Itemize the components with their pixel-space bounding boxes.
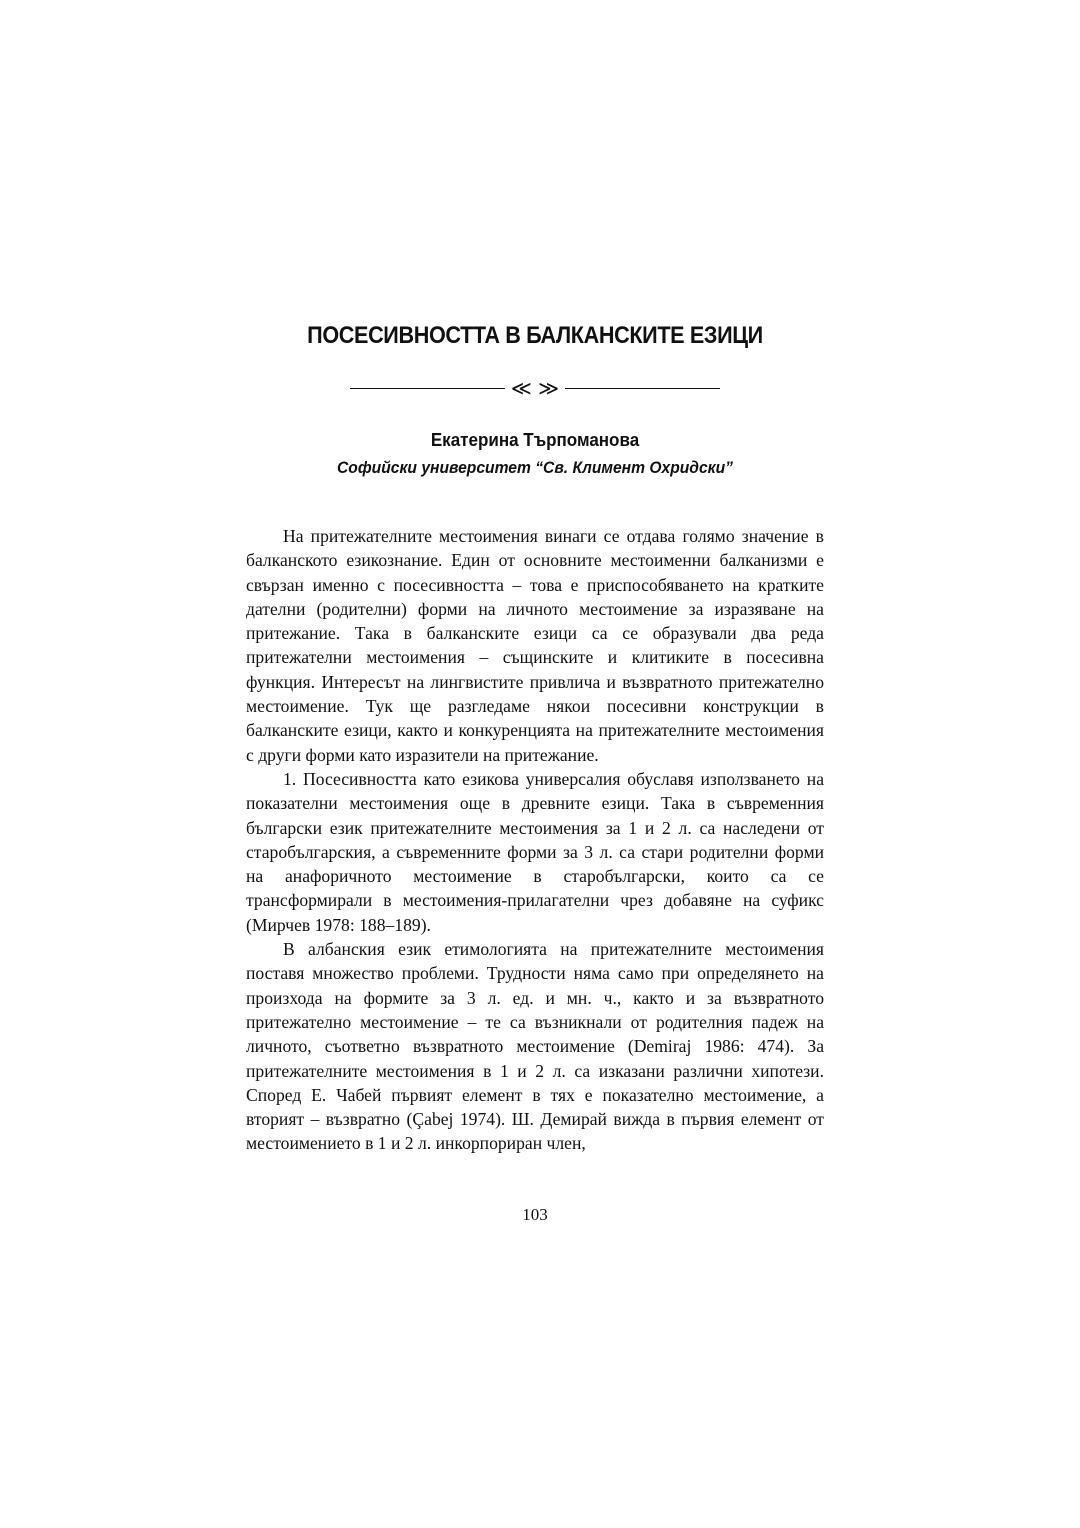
title-ornament bbox=[350, 376, 720, 400]
author-affiliation: Софийски университет “Св. Климент Охридски” bbox=[336, 458, 733, 477]
page-number: 103 bbox=[522, 1205, 548, 1224]
article-body bbox=[246, 524, 824, 1156]
paragraph-intro: На притежателните местоимения винаги се отдава голямо значение в балканското езикознание. Един от основните местоименни балканизми е свързан именно с посесивността – това е приспособяването на кратките дателни (родителни) форми на личното местоимение за изразяване на притежание. Така в балканските езици са се образували два реда притежателни местоимения – същинските и клитиките в посесивна функция. Интересът на лингвистите привлича и възвратното притежателно местоимение. Тук ще разгледаме някои посесивни конструкции в балканските езици, както и конкуренцията на притежателните местоимения с други форми като изразители на притежание. bbox=[246, 526, 824, 765]
paragraph-section-1: 1. Посесивността като езикова универсалия обуславя използването на показателни местоимения още в древните езици. Така в съвременния български език притежателните местоимения за 1 и 2 л. са наследени от старобългарския, а съвременните форми за 3 л. са стари родителни форми на анафоричното местоимение в старобългарски, които са се трансформирали в местоимения-прилагателни чрез добавяне на суфикс (Мирчев 1978: 188–189). bbox=[246, 768, 824, 935]
paragraph-albanian: В албанския език етимологията на притежателните местоимения поставя множество проблеми. Трудности няма само при определянето на произхода на формите за 3 л. ед. и мн. ч., както и за възвратното притежателно местоимение – те са възникнали от родителния падеж на личното, съответно възвратното местоимение (Demiraj 1986: 474). За притежателните местоимения в 1 и 2 л. са изказани различни хипотези. Според Е. Чабей първият елемент в тях е показателно местоимение, а вторият – възвратно (Çabej 1974). Ш. Демирай вижда в първия елемент от местоимението в 1 и 2 л. инкорпориран член, bbox=[246, 939, 824, 1154]
ornament-glyph: ≪ ≫ bbox=[510, 376, 560, 400]
ornament-rule-right bbox=[565, 388, 720, 389]
article-title: ПОСЕСИВНОСТТА В БАЛКАНСКИТЕ ЕЗИЦИ bbox=[307, 322, 763, 349]
ornament-rule-left bbox=[350, 388, 505, 389]
author-name: Екатерина Търпоманова bbox=[430, 429, 640, 450]
